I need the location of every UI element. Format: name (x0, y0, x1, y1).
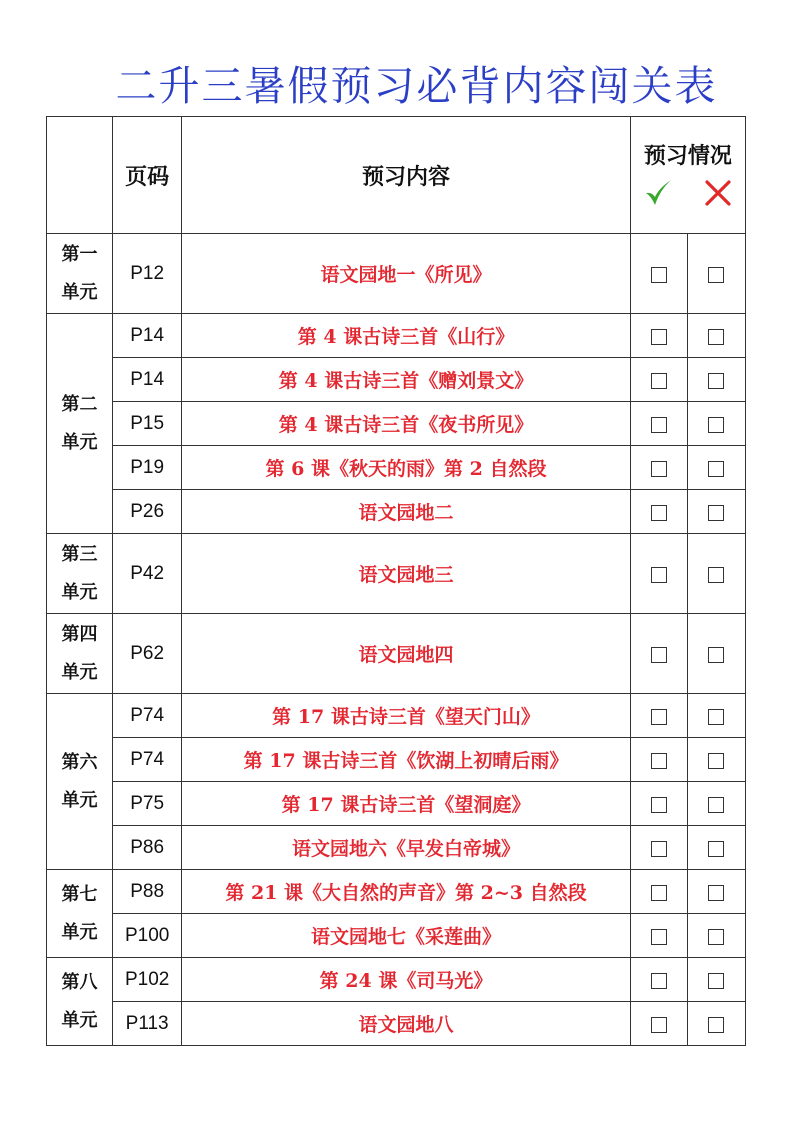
done-checkbox-cell (630, 694, 687, 738)
unit-label-line1: 第三 (61, 543, 98, 565)
done-checkbox[interactable] (651, 797, 667, 813)
content-cell: 第 21 课《大自然的声音》第 2~3 自然段 (182, 870, 631, 914)
done-checkbox[interactable] (651, 929, 667, 945)
header-content-cell (182, 117, 631, 234)
done-checkbox-cell (630, 870, 687, 914)
done-checkbox-cell (630, 914, 687, 958)
unit-label-line2: 单元 (61, 281, 98, 303)
page-number-cell: P62 (113, 614, 182, 694)
table-row (47, 446, 746, 490)
not-done-checkbox-cell (687, 694, 745, 738)
done-checkbox-cell (630, 446, 687, 490)
done-checkbox-cell (630, 614, 687, 694)
not-done-checkbox[interactable] (708, 929, 724, 945)
page-number-cell: P15 (113, 402, 182, 446)
done-checkbox[interactable] (651, 417, 667, 433)
unit-label-line1: 第六 (61, 751, 98, 773)
unit-label-cell (47, 534, 113, 614)
done-checkbox-cell (630, 402, 687, 446)
content-cell: 语文园地四 (182, 614, 631, 694)
not-done-checkbox-cell (687, 234, 745, 314)
not-done-checkbox-cell (687, 614, 745, 694)
page-number-cell: P14 (113, 314, 182, 358)
not-done-checkbox[interactable] (708, 753, 724, 769)
not-done-checkbox-cell (687, 782, 745, 826)
header-page-label: 页码 (125, 163, 170, 190)
not-done-checkbox[interactable] (708, 461, 724, 477)
unit-label-cell (47, 694, 113, 870)
table-row (47, 782, 746, 826)
done-checkbox[interactable] (651, 329, 667, 345)
content-cell: 语文园地二 (182, 490, 631, 534)
done-checkbox-cell (630, 826, 687, 870)
content-cell: 第 4 课古诗三首《赠刘景文》 (182, 358, 631, 402)
unit-label-line1: 第八 (61, 971, 98, 993)
done-checkbox-cell (630, 534, 687, 614)
not-done-checkbox-cell (687, 826, 745, 870)
done-checkbox[interactable] (651, 647, 667, 663)
content-cell: 语文园地一《所见》 (182, 234, 631, 314)
table-row (47, 958, 746, 1002)
not-done-checkbox[interactable] (708, 329, 724, 345)
not-done-checkbox-cell (687, 914, 745, 958)
not-done-checkbox[interactable] (708, 267, 724, 283)
unit-label-line1: 第一 (61, 243, 98, 265)
done-checkbox[interactable] (651, 1017, 667, 1033)
header-page-cell (113, 117, 182, 234)
not-done-checkbox[interactable] (708, 841, 724, 857)
table-row (47, 614, 746, 694)
page-number-cell: P88 (113, 870, 182, 914)
table-row (47, 534, 746, 614)
not-done-checkbox-cell (687, 446, 745, 490)
check-mark-icon (643, 178, 673, 212)
unit-label-line2: 单元 (61, 661, 98, 683)
page-number-cell: P74 (113, 738, 182, 782)
not-done-checkbox[interactable] (708, 567, 724, 583)
not-done-checkbox[interactable] (708, 973, 724, 989)
unit-label-line1: 第七 (61, 883, 98, 905)
table-row (47, 402, 746, 446)
header-content-label: 预习内容 (362, 163, 451, 190)
content-cell: 语文园地八 (182, 1002, 631, 1046)
unit-label-cell (47, 314, 113, 534)
page-number-cell: P12 (113, 234, 182, 314)
header-unit-cell (47, 117, 113, 234)
table-row (47, 490, 746, 534)
done-checkbox[interactable] (651, 567, 667, 583)
not-done-checkbox[interactable] (708, 885, 724, 901)
table-row (47, 1002, 746, 1046)
table-row (47, 694, 746, 738)
page-number-cell: P86 (113, 826, 182, 870)
header-row (47, 117, 746, 234)
content-cell: 第 4 课古诗三首《夜书所见》 (182, 402, 631, 446)
unit-label-line2: 单元 (61, 1009, 98, 1031)
page-number-cell: P100 (113, 914, 182, 958)
page-number-cell: P113 (113, 1002, 182, 1046)
done-checkbox-cell (630, 234, 687, 314)
page-number-cell: P102 (113, 958, 182, 1002)
not-done-checkbox-cell (687, 490, 745, 534)
done-checkbox-cell (630, 1002, 687, 1046)
unit-label-line2: 单元 (61, 789, 98, 811)
not-done-checkbox[interactable] (708, 709, 724, 725)
unit-label-cell (47, 234, 113, 314)
table-row (47, 914, 746, 958)
unit-label-line1: 第四 (61, 623, 98, 645)
not-done-checkbox-cell (687, 402, 745, 446)
checklist-table (46, 116, 746, 1046)
not-done-checkbox[interactable] (708, 1017, 724, 1033)
table-row (47, 826, 746, 870)
done-checkbox[interactable] (651, 841, 667, 857)
not-done-checkbox[interactable] (708, 505, 724, 521)
done-checkbox[interactable] (651, 461, 667, 477)
content-cell: 语文园地六《早发白帝城》 (182, 826, 631, 870)
unit-label-line2: 单元 (61, 431, 98, 453)
not-done-checkbox[interactable] (708, 417, 724, 433)
done-checkbox[interactable] (651, 709, 667, 725)
unit-label-line2: 单元 (61, 581, 98, 603)
table-row (47, 358, 746, 402)
done-checkbox[interactable] (651, 973, 667, 989)
content-cell: 第 24 课《司马光》 (182, 958, 631, 1002)
page-number-cell: P26 (113, 490, 182, 534)
not-done-checkbox-cell (687, 870, 745, 914)
table-row (47, 234, 746, 314)
header-status-cell (630, 117, 745, 234)
done-checkbox[interactable] (651, 373, 667, 389)
content-cell: 第 6 课《秋天的雨》第 2 自然段 (182, 446, 631, 490)
done-checkbox-cell (630, 490, 687, 534)
not-done-checkbox-cell (687, 1002, 745, 1046)
done-checkbox[interactable] (651, 267, 667, 283)
not-done-checkbox[interactable] (708, 647, 724, 663)
content-cell: 第 17 课古诗三首《饮湖上初晴后雨》 (182, 738, 631, 782)
content-cell: 第 17 课古诗三首《望洞庭》 (182, 782, 631, 826)
done-checkbox-cell (630, 358, 687, 402)
not-done-checkbox-cell (687, 958, 745, 1002)
not-done-checkbox-cell (687, 314, 745, 358)
done-checkbox[interactable] (651, 505, 667, 521)
content-cell: 语文园地七《采莲曲》 (182, 914, 631, 958)
content-cell: 语文园地三 (182, 534, 631, 614)
unit-label-cell (47, 614, 113, 694)
unit-label-line1: 第二 (61, 393, 98, 415)
page-number-cell: P74 (113, 694, 182, 738)
table-row (47, 314, 746, 358)
page-number-cell: P14 (113, 358, 182, 402)
done-checkbox[interactable] (651, 885, 667, 901)
page-title: 二升三暑假预习必背内容闯关表 (115, 62, 718, 110)
unit-label-line2: 单元 (61, 921, 98, 943)
done-checkbox-cell (630, 738, 687, 782)
not-done-checkbox-cell (687, 534, 745, 614)
cross-mark-icon (703, 178, 733, 212)
page-number-cell: P19 (113, 446, 182, 490)
not-done-checkbox-cell (687, 358, 745, 402)
page-number-cell: P42 (113, 534, 182, 614)
not-done-checkbox-cell (687, 738, 745, 782)
unit-label-cell (47, 870, 113, 958)
table-row (47, 738, 746, 782)
content-cell: 第 17 课古诗三首《望天门山》 (182, 694, 631, 738)
done-checkbox-cell (630, 782, 687, 826)
not-done-checkbox[interactable] (708, 373, 724, 389)
done-checkbox[interactable] (651, 753, 667, 769)
not-done-checkbox[interactable] (708, 797, 724, 813)
table-row (47, 870, 746, 914)
page-number-cell: P75 (113, 782, 182, 826)
header-status-label: 预习情况 (643, 142, 732, 169)
done-checkbox-cell (630, 314, 687, 358)
content-cell: 第 4 课古诗三首《山行》 (182, 314, 631, 358)
unit-label-cell (47, 958, 113, 1046)
done-checkbox-cell (630, 958, 687, 1002)
